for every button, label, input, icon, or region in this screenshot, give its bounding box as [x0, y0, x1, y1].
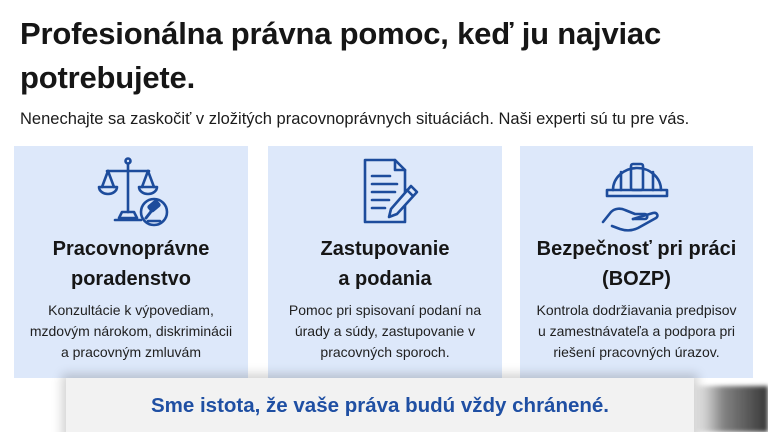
- page-title: Profesionálna právna pomoc, keď ju najviac potrebujete.: [20, 16, 661, 95]
- card-title: Pracovnoprávne poradenstvo: [52, 238, 210, 290]
- card-title: Zastupovanie a podania: [320, 238, 450, 290]
- document-pen-icon: [345, 156, 425, 232]
- card-description: Konzultácie k výpovediam, mzdovým nárokom, diskriminácii a pracovným zmluvám: [29, 302, 233, 360]
- card-title: Bezpečnosť pri práci (BOZP): [536, 238, 737, 290]
- service-card-workplace-safety: [520, 146, 753, 378]
- card-description: Kontrola dodržiavania predpisov u zamestnávateľa a podpora pri riešení pracovných úrazov.: [536, 302, 737, 360]
- assurance-banner: [66, 378, 694, 432]
- scales-gavel-icon: [91, 156, 171, 232]
- banner-text: Sme istota, že vaše práva budú vždy chránené.: [150, 394, 609, 417]
- card-description: Pomoc pri spisovaní podaní na úrady a súdy, zastupovanie v pracovných sporoch.: [288, 302, 482, 360]
- corner-shadow: [694, 386, 768, 432]
- page-subtitle: Nenechajte sa zaskočiť v zložitých pracovnoprávnych situáciách. Naši experti sú tu pre vás.: [20, 110, 690, 128]
- hardhat-hand-icon: [597, 156, 677, 232]
- service-card-labor-law-advice: [14, 146, 248, 378]
- service-card-representation: [268, 146, 502, 378]
